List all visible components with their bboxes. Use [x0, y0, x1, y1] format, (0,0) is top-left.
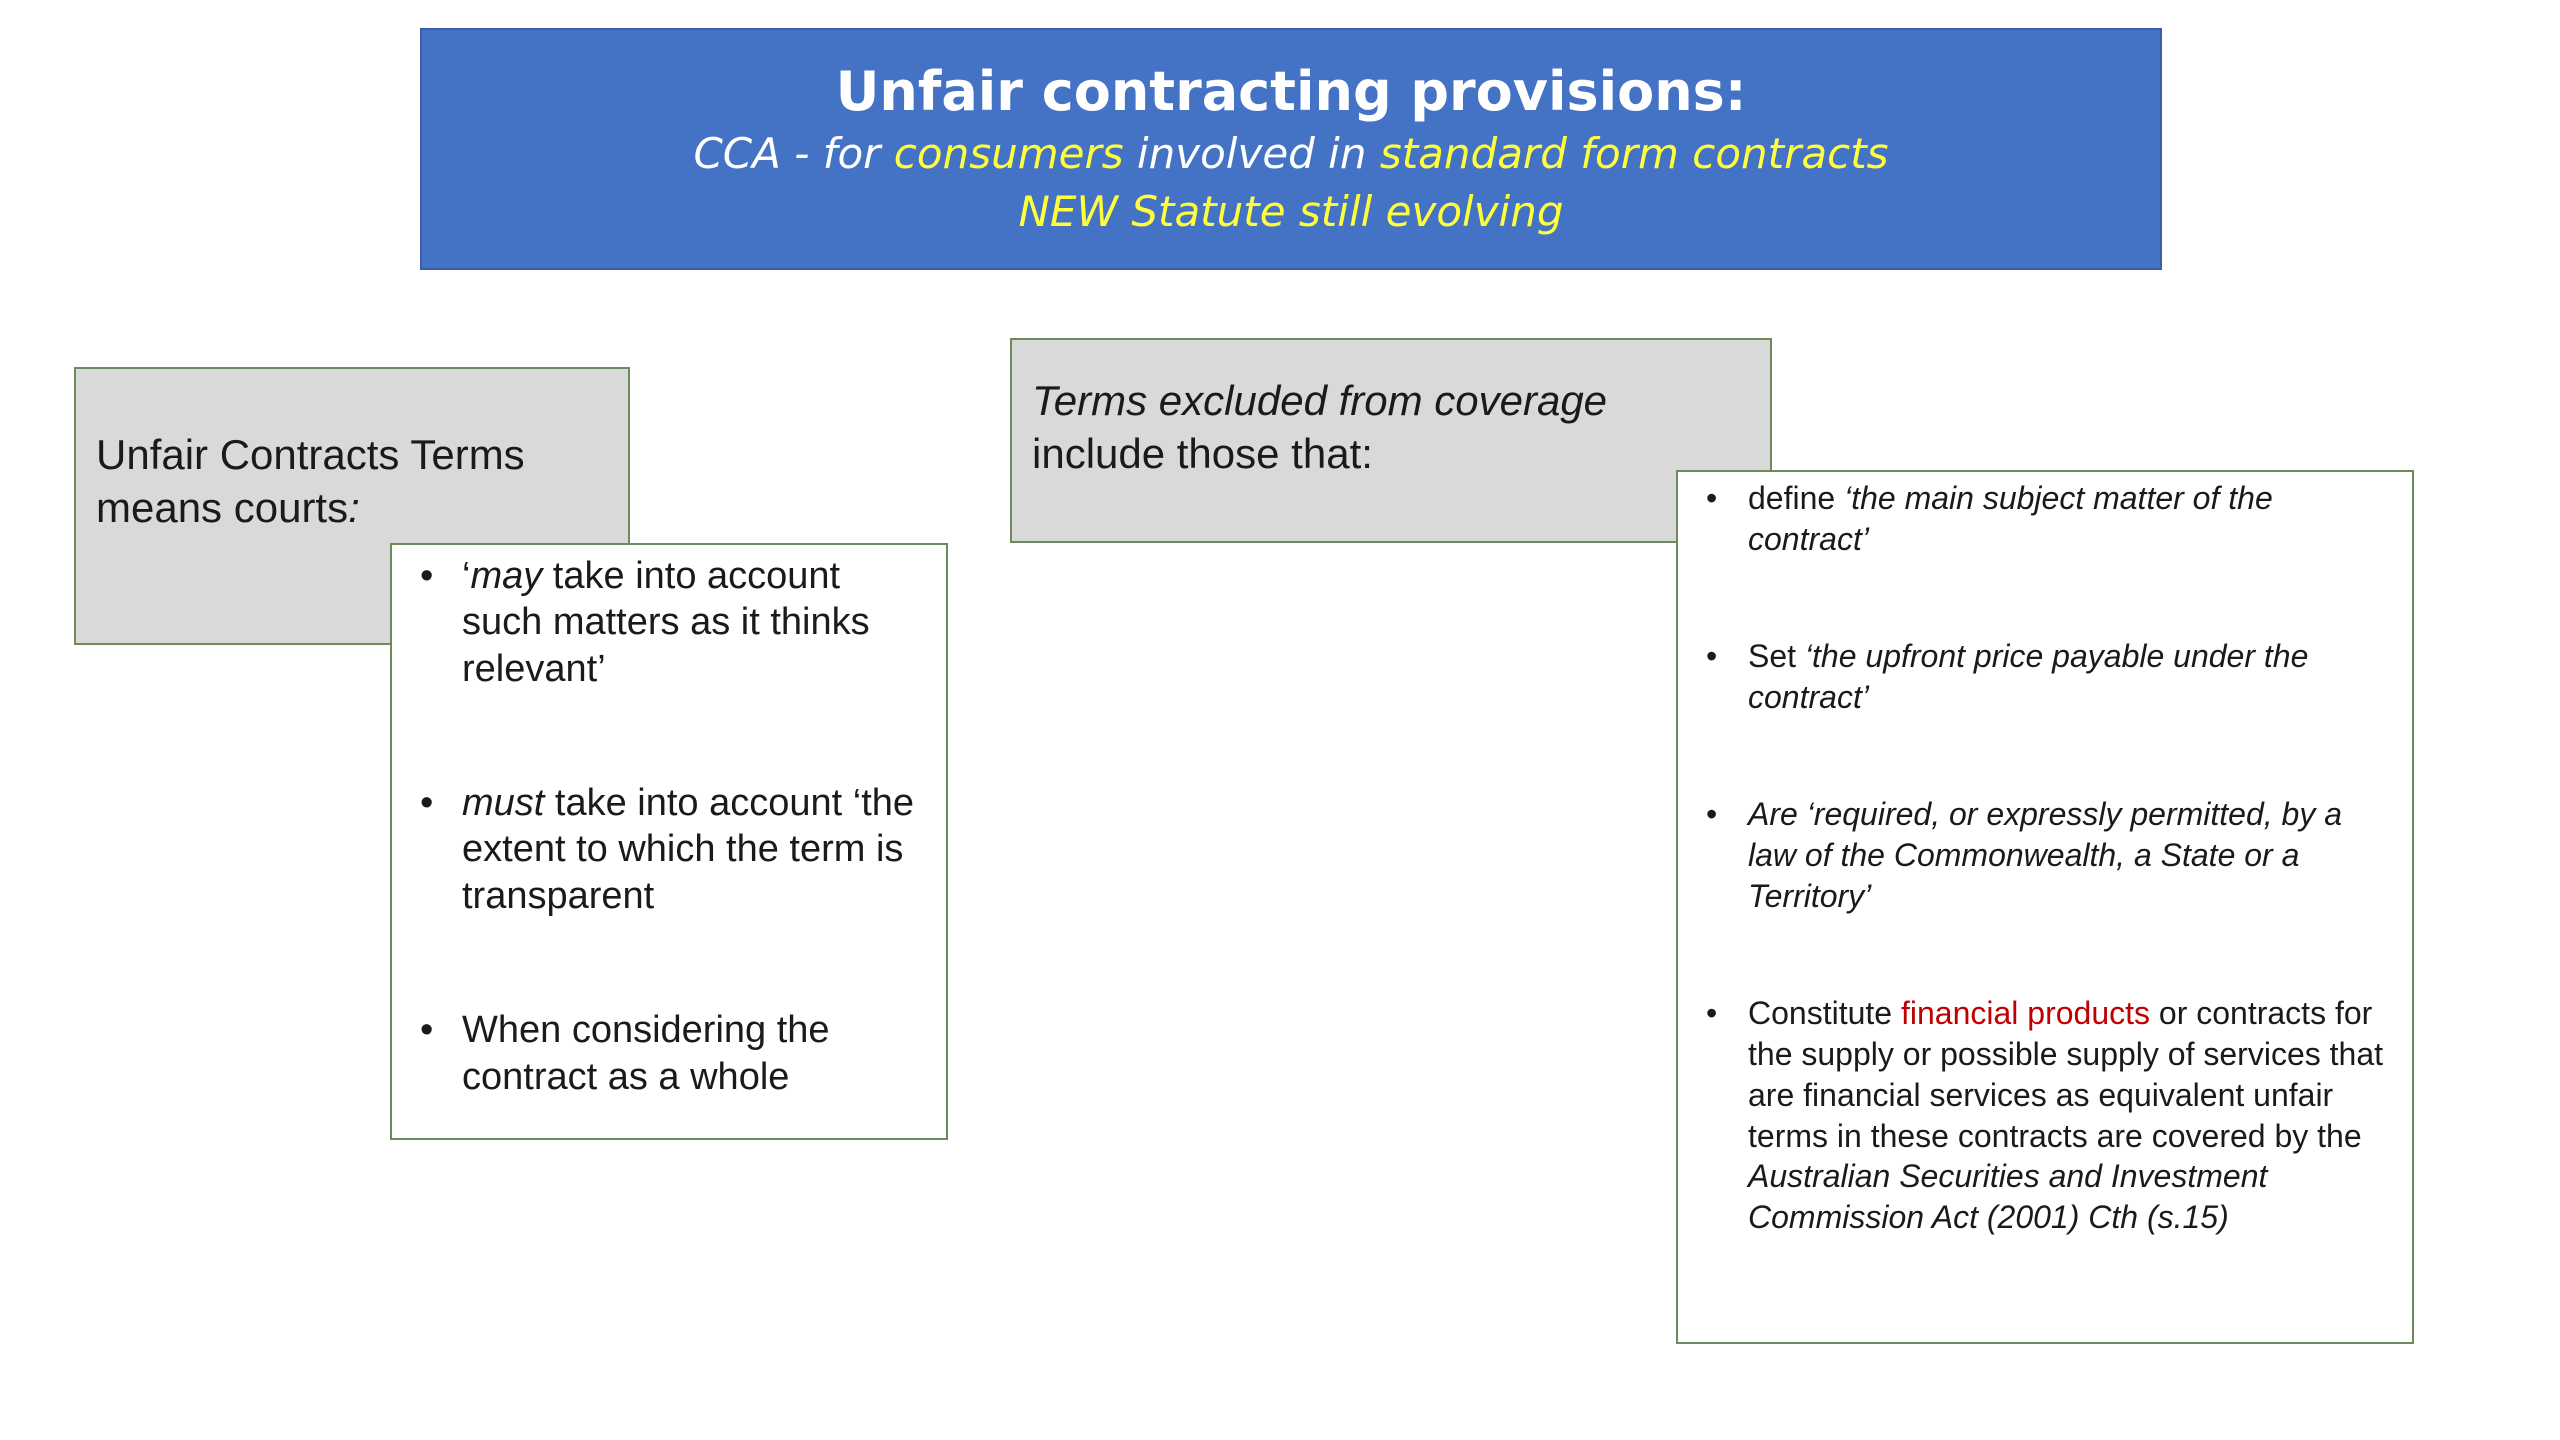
item-lead: define	[1748, 480, 1845, 516]
list-item	[1692, 478, 2392, 560]
court-considerations-list	[390, 543, 948, 1140]
means-courts-text: means courts	[96, 483, 349, 531]
item-text: or contracts for the supply or possible supply of services that are financial services as equivalent unfair terms in these contracts are covered by the	[1748, 994, 2383, 1154]
bullet-icon: •	[420, 555, 434, 597]
list-item	[1692, 993, 2392, 1239]
item-quote: ‘the upfront price payable under the contract’	[1748, 637, 2309, 715]
means-courts-line	[96, 482, 608, 535]
excluded-terms-box	[1010, 338, 1772, 543]
item-text: When considering the contract as a whole	[462, 1009, 830, 1098]
include-those-that: include those that:	[1032, 429, 1373, 477]
means-courts-colon: :	[348, 483, 360, 531]
quote-mark: ‘	[462, 555, 471, 597]
subtitle-involved-in: involved in	[1123, 128, 1380, 178]
item-lead: Set	[1748, 637, 1805, 674]
list-item	[406, 780, 926, 919]
list-item	[1692, 794, 2392, 917]
bullet-icon: •	[1706, 480, 1718, 516]
banner-subtitle	[422, 125, 2160, 183]
bullet-icon: •	[420, 1009, 434, 1052]
must-text: must	[462, 782, 545, 825]
banner-new-statute: NEW Statute still evolving	[1018, 186, 1564, 236]
subtitle-standard-form: standard form contracts	[1379, 128, 1889, 178]
item-text: take into account such matters as it thinks relevant’	[462, 555, 870, 690]
slide-title: Unfair contracting provisions:	[835, 60, 1747, 123]
bullet-icon: •	[1706, 795, 1718, 832]
title-banner	[420, 28, 2162, 270]
item-lead: Constitute	[1748, 994, 1901, 1031]
list-item	[1692, 636, 2392, 718]
item-text: take into account ‘the extent to which the term is transparent	[462, 782, 915, 917]
bullet-icon: •	[420, 782, 434, 825]
excluded-terms-title: Terms excluded from coverage	[1032, 377, 1608, 424]
exclusions-list	[1676, 470, 2414, 1344]
list-item	[406, 1007, 926, 1100]
excluded-terms-heading	[1032, 375, 1750, 428]
bullet-icon: •	[1706, 637, 1718, 674]
item-quote: ‘the main subject matter of the contract’	[1748, 480, 2273, 557]
item-quote: Are ‘required, or expressly permitted, by a law of the Commonwealth, a State or a Territory’	[1748, 795, 2343, 914]
financial-products-text: financial products	[1900, 994, 2150, 1031]
subtitle-consumers: consumers	[893, 128, 1124, 178]
bullet-icon: •	[1706, 994, 1718, 1031]
list-item	[406, 553, 926, 692]
subtitle-cca: CCA - for	[693, 128, 894, 178]
may-text: may	[470, 555, 543, 597]
unfair-terms-heading: Unfair Contracts Terms	[96, 431, 525, 478]
asic-act-citation: Australian Securities and Investment Commission Act (2001) Cth (s.15)	[1748, 1158, 2268, 1236]
